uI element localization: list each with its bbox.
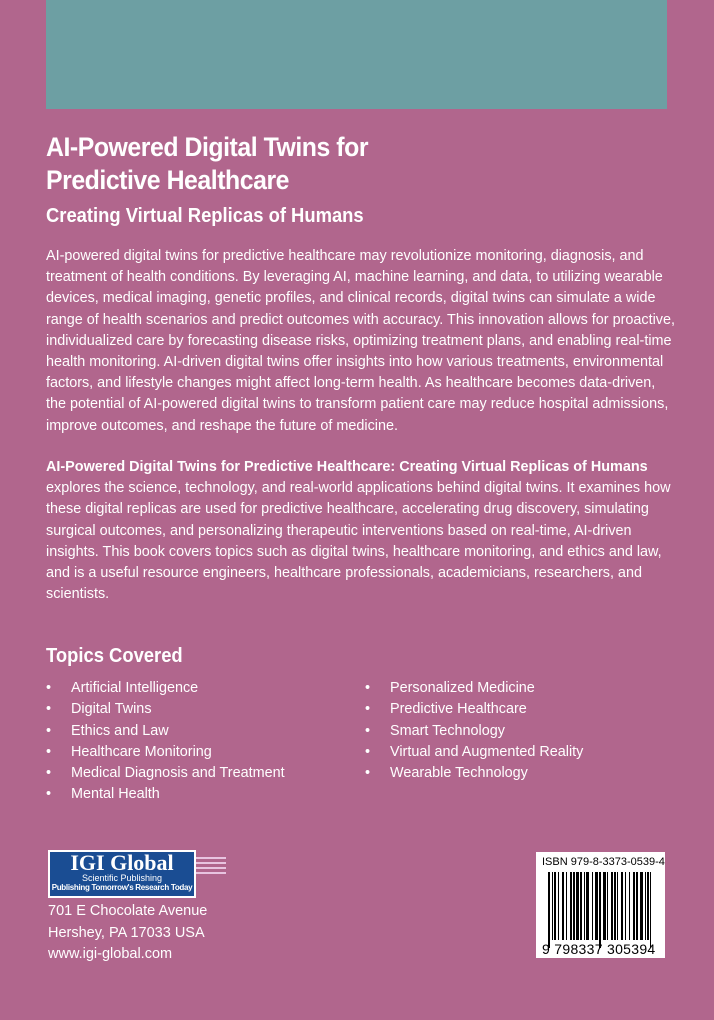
barcode-bar — [640, 872, 643, 940]
barcode-bar — [611, 872, 613, 940]
barcode-number: 9 798337 305394 — [542, 941, 656, 957]
barcode-bar — [617, 872, 618, 940]
topic-item: • Virtual and Augmented Reality — [365, 742, 583, 763]
paragraph-2-text: explores the science, technology, and real-world applications behind digital twins. It examines how these digital replicas are used for predictive healthcare, accelerating drug discovery, simulating surgical outcomes, and personalizing therapeutic interventions based on real-time, AI-driven insights. This book covers topics such as digital twins, healthcare monitoring, and ethics and law, and is a useful resource engineers, healthcare professionals, academicians, researchers, and scientists. — [46, 480, 671, 603]
description-paragraph-1: AI-powered digital twins for predictive healthcare may revolutionize monitoring, diagnosis, and treatment of health conditions. By leveraging AI, machine learning, and data, to utilizing wearable devices, medical imaging, genetic profiles, and clinical records, digital twins can simulate a wide range of health scenarios and predict outcomes with accuracy. This innovation allows for proactive, individualized care by forecasting disease risks, optimizing treatment plans, and enabling real-time health monitoring. AI-driven digital twins offer insights into how various treatments, environmental factors, and lifestyle changes might affect long-term health. As healthcare becomes data-driven, the potential of AI-powered digital twins to transform patient care may reduce hospital admissions, improve outcomes, and reshape the future of medicine. — [46, 248, 675, 434]
topic-item: • Digital Twins — [46, 699, 285, 720]
barcode-bar — [570, 872, 572, 940]
barcode-bar — [614, 872, 616, 940]
logo-stripes-icon — [196, 857, 226, 877]
topics-heading: Topics Covered — [46, 645, 183, 667]
isbn-label: ISBN 979-8-3373-0539-4 — [542, 856, 665, 868]
publisher-logo — [48, 850, 196, 898]
barcode-bar — [554, 872, 556, 940]
topic-item: • Ethics and Law — [46, 721, 285, 742]
barcode-bar — [592, 872, 593, 940]
barcode-bar — [647, 872, 649, 940]
barcode-bar — [586, 872, 589, 940]
barcode-bar — [625, 872, 626, 940]
barcode-bar — [633, 872, 635, 940]
topic-item: • Predictive Healthcare — [365, 699, 583, 720]
isbn-barcode — [536, 852, 665, 958]
address-line-2: Hershey, PA 17033 USA — [48, 924, 205, 941]
barcode-bar — [566, 872, 567, 940]
book-title-bold: AI-Powered Digital Twins for Predictive Healthcare: Creating Virtual Replicas of Humans — [46, 459, 648, 475]
barcode-bar — [548, 872, 550, 948]
barcode-bar — [645, 872, 646, 940]
topic-item: • Healthcare Monitoring — [46, 742, 285, 763]
topics-list-col1 — [46, 678, 285, 806]
logo-slogan: Publishing Tomorrow's Research Today — [51, 883, 193, 892]
barcode-bar — [599, 872, 601, 948]
barcode-bar — [607, 872, 608, 940]
barcode-bars-icon — [548, 872, 654, 948]
teal-header-block — [46, 0, 667, 109]
barcode-bar — [576, 872, 579, 940]
title-line-2: Predictive Healthcare — [46, 165, 290, 195]
topic-item: • Artificial Intelligence — [46, 678, 285, 699]
topic-item: • Wearable Technology — [365, 763, 583, 784]
barcode-bar — [636, 872, 638, 940]
book-subtitle: Creating Virtual Replicas of Humans — [46, 205, 364, 227]
barcode-bar — [573, 872, 575, 940]
barcode-bar — [552, 872, 553, 940]
barcode-bar — [621, 872, 623, 940]
book-title — [46, 131, 368, 197]
topic-item: • Mental Health — [46, 784, 285, 805]
barcode-bar — [603, 872, 606, 940]
topics-list-col2 — [365, 678, 583, 784]
logo-tagline: Scientific Publishing — [81, 873, 163, 883]
publisher-website: www.igi-global.com — [48, 946, 173, 962]
barcode-bar — [629, 872, 630, 940]
barcode-bar — [558, 872, 559, 940]
barcode-bar — [650, 872, 651, 948]
topic-item: • Smart Technology — [365, 721, 583, 742]
topic-item: • Medical Diagnosis and Treatment — [46, 763, 285, 784]
publisher-address — [48, 901, 207, 966]
topic-item: • Personalized Medicine — [365, 678, 583, 699]
description-paragraph-2 — [46, 457, 676, 605]
barcode-bar — [584, 872, 585, 940]
address-line-1: 701 E Chocolate Avenue — [48, 903, 208, 919]
barcode-bar — [595, 872, 598, 940]
barcode-bar — [562, 872, 564, 940]
title-line-1: AI-Powered Digital Twins for — [46, 132, 369, 162]
barcode-bar — [580, 872, 582, 940]
logo-name: IGI Global — [70, 850, 174, 875]
